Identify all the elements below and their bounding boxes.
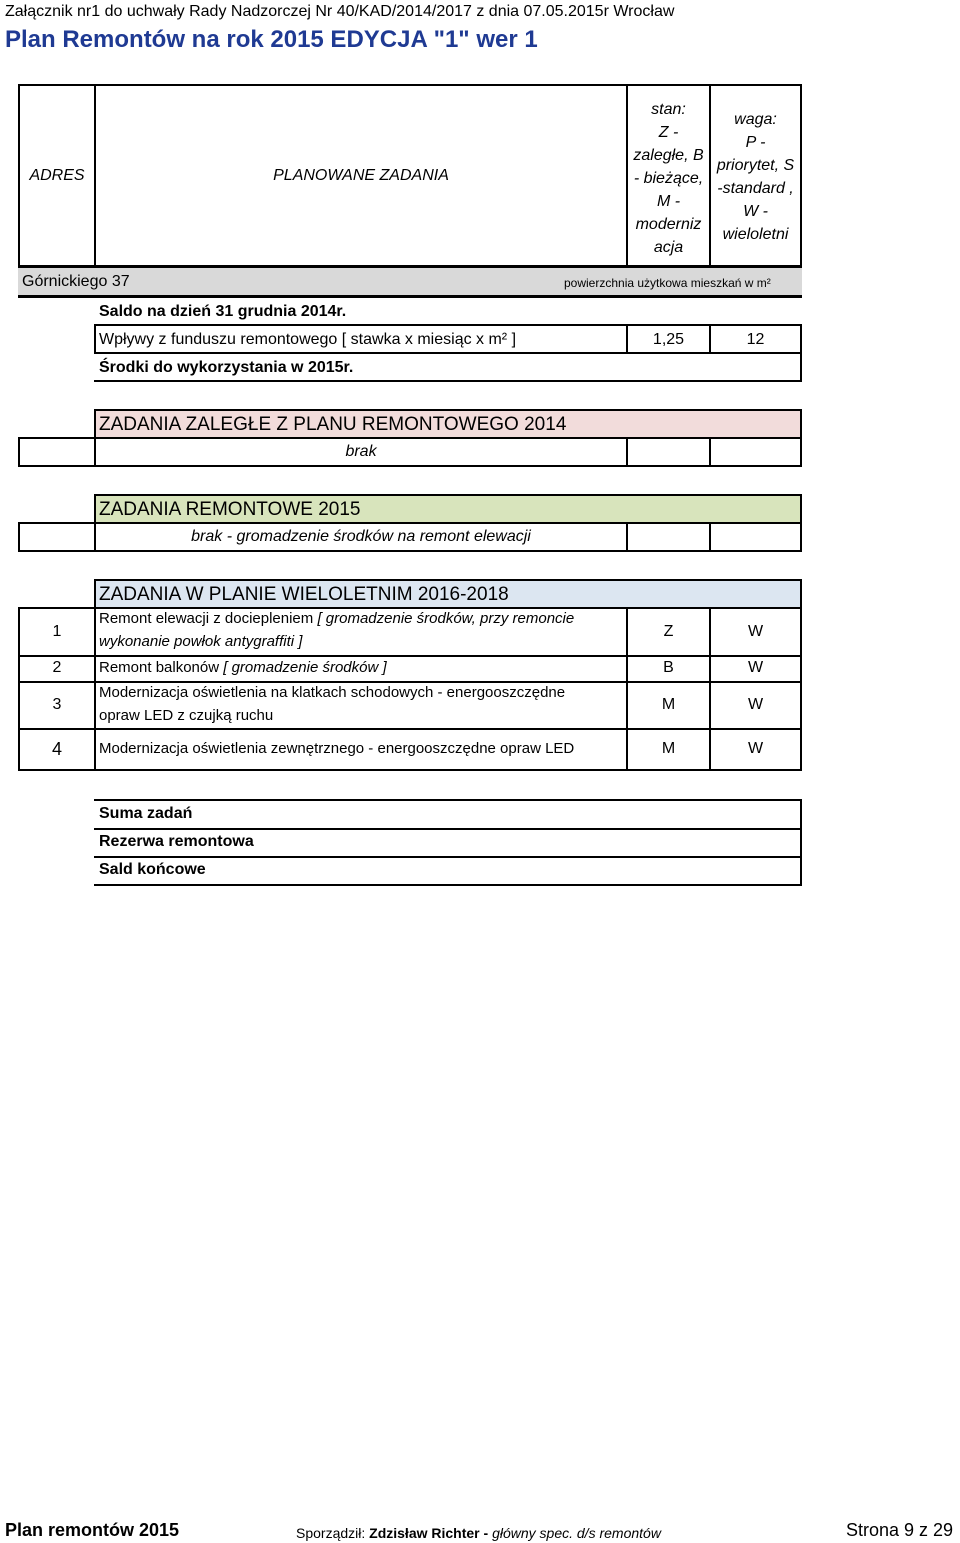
summary-suma: Suma zadań bbox=[99, 805, 193, 822]
task-number: 3 bbox=[52, 696, 62, 713]
column-adres: ADRES bbox=[29, 167, 85, 184]
column-waga: waga: P - priorytet, S -standard , W - wieloletni bbox=[716, 111, 795, 243]
task-waga: W bbox=[747, 740, 764, 757]
task-stan: B bbox=[663, 659, 674, 676]
footer-prepared: Sporządził: Zdzisław Richter - główny spec. d/s remontów bbox=[296, 1525, 661, 1541]
task-description: Remont elewacji z dociepleniem [ gromadzenie środków, przy remoncie bbox=[99, 610, 575, 627]
footer-left: Plan remontów 2015 bbox=[5, 1520, 180, 1540]
area-label: powierzchnia użytkowa mieszkań w m² bbox=[564, 276, 771, 290]
task-stan: M bbox=[661, 740, 676, 757]
task-waga: W bbox=[747, 659, 764, 676]
task-description: Modernizacja oświetlenia zewnętrznego - energooszczędne opraw LED bbox=[99, 740, 575, 757]
task-waga: W bbox=[747, 623, 764, 640]
document-title: Plan Remontów na rok 2015 EDYCJA "1" wer 1 bbox=[5, 26, 538, 53]
saldo-label: Saldo na dzień 31 grudnia 2014r. bbox=[99, 303, 347, 320]
document-subtitle: Załącznik nr1 do uchwały Rady Nadzorczej Nr 40/KAD/2014/2017 z dnia 07.05.2015r Wrocław bbox=[5, 3, 675, 20]
column-stan: stan: Z - zaległe, B - bieżące, M - moderniz acja bbox=[633, 101, 704, 256]
task-waga: W bbox=[747, 696, 764, 713]
column-planowane-zadania: PLANOWANE ZADANIA bbox=[273, 167, 449, 184]
building-address: Górnickiego 37 bbox=[22, 273, 130, 290]
summary-saldo-koncowe: Sald końcowe bbox=[99, 861, 206, 878]
srodki-label: Środki do wykorzystania w 2015r. bbox=[99, 359, 354, 376]
task-number: 4 bbox=[51, 739, 62, 759]
task-description: Modernizacja oświetlenia na klatkach schodowych - energooszczędne bbox=[99, 684, 566, 701]
task-stan: M bbox=[661, 696, 676, 713]
page-number: Strona 9 z 29 bbox=[846, 1520, 954, 1540]
miesiace-value: 12 bbox=[746, 331, 765, 348]
section-wieloletnie-title: ZADANIA W PLANIE WIELOLETNIM 2016-2018 bbox=[99, 584, 509, 605]
section-zalegle-title: ZADANIA ZALEGŁE Z PLANU REMONTOWEGO 2014 bbox=[99, 414, 567, 435]
task-description-continued: opraw LED z czujką ruchu bbox=[99, 707, 274, 724]
summary-rezerwa: Rezerwa remontowa bbox=[99, 833, 254, 850]
task-number: 1 bbox=[52, 623, 62, 640]
task-description-continued: wykonanie powłok antygraffiti ] bbox=[99, 633, 303, 650]
wplywy-label: Wpływy z funduszu remontowego [ stawka x miesiąc x m² ] bbox=[99, 331, 517, 348]
task-number: 2 bbox=[52, 659, 62, 676]
stawka-value: 1,25 bbox=[652, 331, 685, 348]
section-zalegle-note: brak bbox=[345, 443, 377, 460]
section-remontowe-title: ZADANIA REMONTOWE 2015 bbox=[99, 499, 361, 520]
task-description: Remont balkonów [ gromadzenie środków ] bbox=[99, 659, 387, 676]
section-remontowe-note: brak - gromadzenie środków na remont elewacji bbox=[191, 528, 531, 545]
task-stan: Z bbox=[663, 623, 674, 640]
